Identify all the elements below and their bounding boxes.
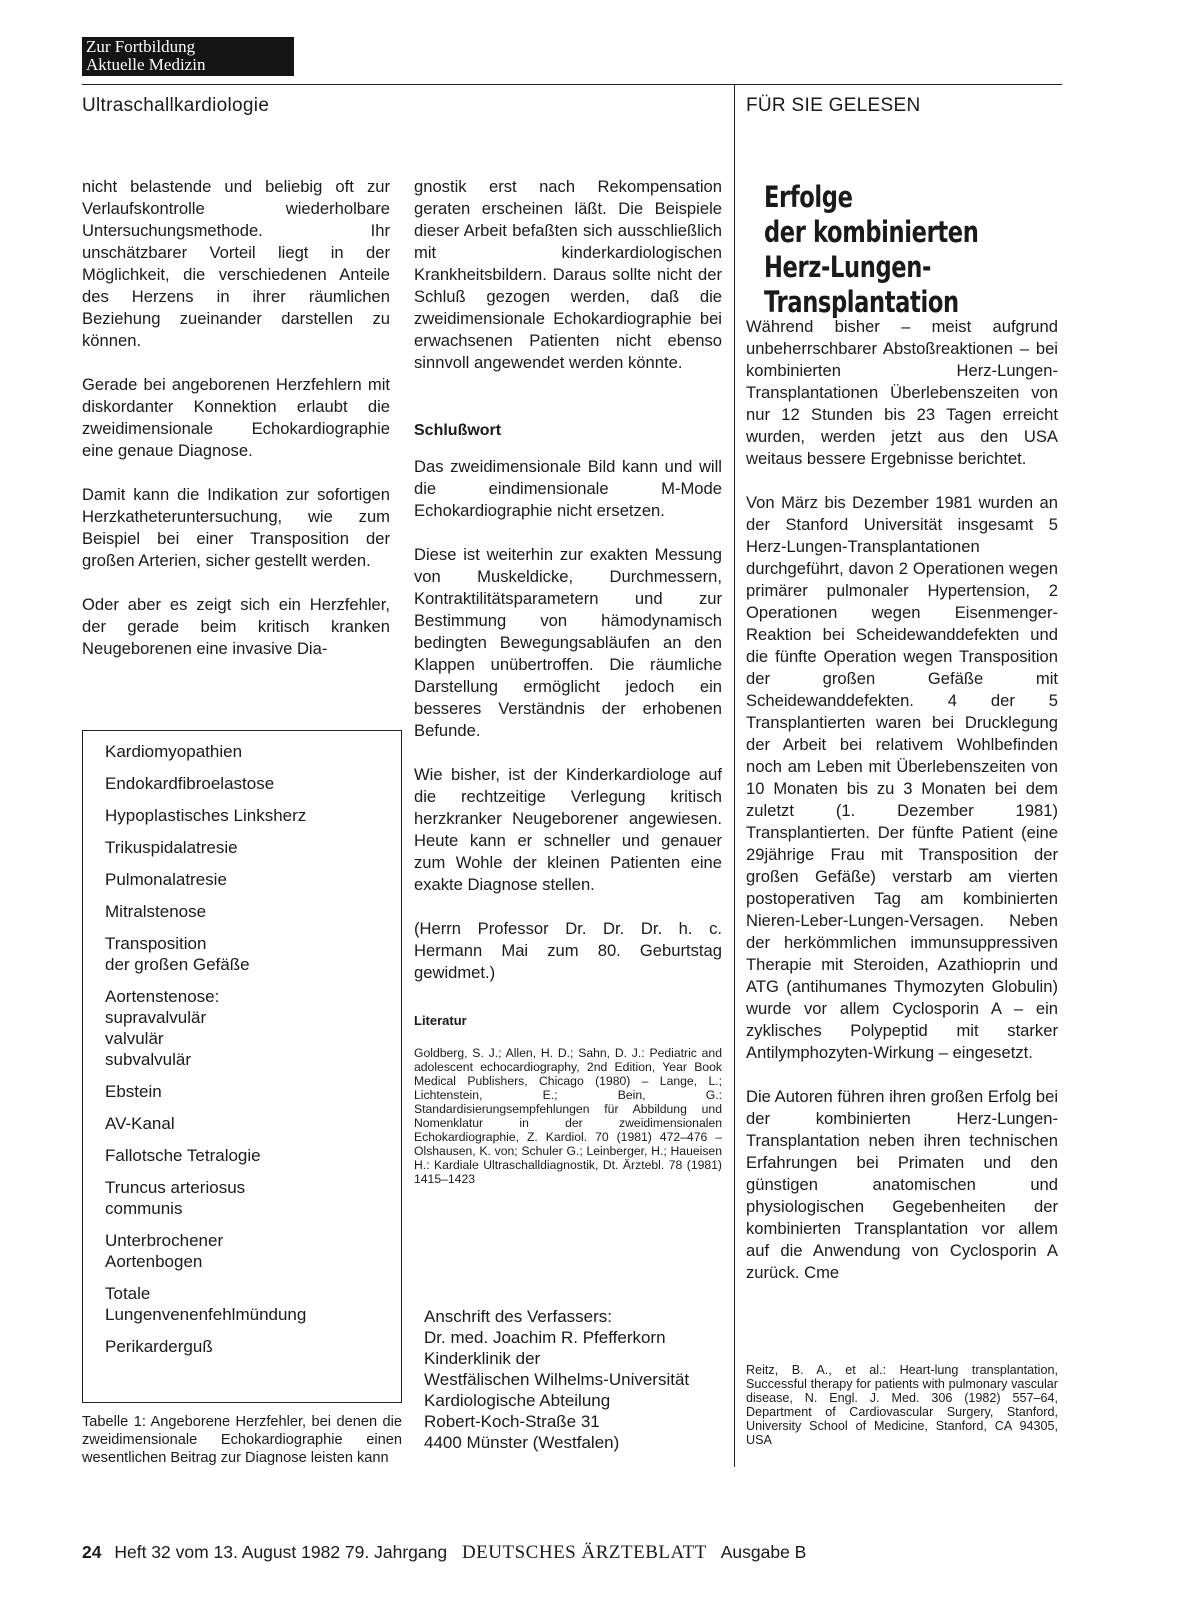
literature-heading: Literatur [414, 1013, 467, 1028]
reference-text: Reitz, B. A., et al.: Heart-lung transplantation, Successful therapy for patients with pulmonary vascular disease, N. Engl. J. Med. 306 (1982) 557–64, Department of Cardiovascular Surgery, Stanford, University School of Medicine, Stanford, CA 94305, USA [746, 1363, 1058, 1447]
list-item: Trikuspidalatresie [105, 838, 238, 857]
tag-line-2: Aktuelle Medizin [86, 55, 206, 74]
address-line: Westfälischen Wilhelms-Universität [424, 1370, 690, 1389]
paragraph: Von März bis Dezember 1981 wurden an der Stanford Universität insgesamt 5 Herz-Lungen-Transplantationen durchgeführt, davon 2 Operationen wegen primärer pulmonaler Hypertension, 2 Operationen wegen Eisenmenger-Reaktion bei Scheidewanddefekten und die fünfte Operation wegen Transposition der großen Gefäße mit Scheidewanddefekten. 4 der 5 Transplantierten waren bei Drucklegung der Arbeit bei relativem Wohlbefinden noch am Leben mit Überlebenszeiten von 10 Monaten bis zu 3 Monaten bei dem zuletzt (1. Dezember 1981) Transplantierten. Der fünfte Patient (eine 29jährige Frau mit Transposition der großen Gefäße) verstarb am vierten postoperativen Tag am kombinierten Nieren-Leber-Lungen-Versagen. Neben der herkömmlichen immunsuppressiven Therapie mit Steroiden, Azathioprin und ATG (antihumanes Thymozyten Globulin) wurde vor allem Cyclosporin A – ein zyklisches Polypeptid mit starker Antilymphozyten-Wirkung – eingesetzt. [746, 493, 1058, 1062]
article-headline [764, 180, 998, 320]
list-item: Fallotsche Tetralogie [105, 1146, 261, 1165]
headline-line: Herz-Lungen- [764, 250, 931, 284]
list-item: Perikarderguß [105, 1337, 213, 1356]
column-2 [414, 176, 722, 1208]
address-line: Anschrift des Verfassers: [424, 1307, 613, 1326]
list-item: Ebstein [105, 1082, 162, 1101]
headline-line: der kombinierten [764, 215, 979, 249]
address-line: Kardiologische Abteilung [424, 1391, 611, 1410]
journal-name: DEUTSCHES ÄRZTEBLATT [461, 1542, 707, 1563]
literature-text: Goldberg, S. J.; Allen, H. D.; Sahn, D. J.: Pediatric and adolescent echocardiography, 2nd Edition, Year Book Medical Publishers, Chicago (1980) – Lange, L.; Lichtenstein, E.; Bein, G.: Standardisierungsempfehlungen für Abbildung und Nomenklatur in der zweidimensionalen Echokardiographie, Z. Kardiol. 70 (1981) 472–476 – Olshausen, K. von; Schuler G.; Leinberger, H.; Haueisen H.: Kardiale Ultraschalldiagnostik, Dt. Ärztebl. 78 (1981) 1415–1423 [414, 1046, 722, 1186]
paragraph: Das zweidimensionale Bild kann und will die eindimensionale M-Mode Echokardiographie nicht ersetzen. [414, 457, 722, 520]
column-divider [734, 84, 735, 1467]
tag-line-1: Zur Fortbildung [86, 37, 196, 56]
paragraph: Gerade bei angeborenen Herzfehlern mit diskordanter Konnektion erlaubt die zweidimensionale Echokardiographie eine genaue Diagnose. [82, 375, 390, 460]
section-title-left: Ultraschallkardiologie [82, 95, 270, 116]
paragraph: Damit kann die Indikation zur sofortigen Herzkatheteruntersuchung, wie zum Beispiel bei einer Transposition der großen Arterien, sicher gestellt werden. [82, 485, 390, 570]
paragraph: (Herrn Professor Dr. Dr. Dr. h. c. Hermann Mai zum 80. Geburtstag gewidmet.) [414, 919, 722, 982]
address-line: Kinderklinik der [424, 1349, 541, 1368]
paragraph: Wie bisher, ist der Kinderkardiologe auf die rechtzeitige Verlegung kritisch herzkranker Neugeborener angewiesen. Heute kann er schneller und genauer zum Wohle der kleinen Patienten eine exakte Diagnose stellen. [414, 765, 722, 894]
paragraph: gnostik erst nach Rekompensation geraten erscheinen läßt. Die Beispiele dieser Arbeit befaßten sich ausschließlich mit kinderkardiologischen Krankheitsbildern. Daraus sollte nicht der Schluß gezogen werden, daß die zweidimensionale Echokardiographie bei erwachsenen Patienten nicht ebenso sinnvoll angewendet werden könnte. [414, 177, 722, 372]
header-rule [82, 84, 1062, 85]
table-caption: Tabelle 1: Angeborene Herzfehler, bei denen die zweidimensionale Echokardiographie einen wesentlichen Beitrag zur Diagnose leisten kann [82, 1414, 402, 1466]
paragraph: Oder aber es zeigt sich ein Herzfehler, der gerade beim kritisch kranken Neugeborenen eine invasive Dia- [82, 595, 390, 658]
address-line: Robert-Koch-Straße 31 [424, 1412, 600, 1431]
list-item: Unterbrochener Aortenbogen [105, 1231, 224, 1271]
table-box [82, 730, 402, 1403]
headline-line: Erfolge [764, 180, 853, 214]
address-line: Dr. med. Joachim R. Pfefferkorn [424, 1328, 666, 1347]
list-item: Endokardfibroelastose [105, 774, 275, 793]
edition-label: Ausgabe B [720, 1542, 807, 1562]
section-heading: Schlußwort [414, 422, 502, 439]
list-item: Pulmonalatresie [105, 870, 227, 889]
column-3 [746, 316, 1058, 1298]
author-address [424, 1306, 689, 1453]
section-title-right: FÜR SIE GELESEN [746, 95, 921, 116]
list-item: Hypoplastisches Linksherz [105, 806, 307, 825]
list-item: Aortenstenose: supravalvulär valvulär subvalvulär [105, 987, 220, 1069]
paragraph: nicht belastende und beliebig oft zur Verlaufskontrolle wiederholbare Untersuchungsmethode. Ihr unschätzbarer Vorteil liegt in der Möglichkeit, die verschiedenen Anteile des Herzens in ihrer räumlichen Beziehung zueinander darstellen zu können. [82, 177, 390, 350]
list-item: Transposition der großen Gefäße [105, 934, 250, 974]
section-tag [82, 37, 294, 76]
page-number: 24 [82, 1542, 102, 1562]
list-item: Totale Lungenvenenfehlmündung [105, 1284, 307, 1324]
paragraph: Diese ist weiterhin zur exakten Messung von Muskeldicke, Durchmessern, Kontraktilitätsparametern und zur Bestimmung von hämodynamisch bedingten Bewegungsabläufen an den Klappen unübertroffen. Die räumliche Darstellung ermöglicht jedoch ein besseres Verständnis der erhobenen Befunde. [414, 545, 722, 740]
column-1 [82, 176, 390, 682]
address-line: 4400 Münster (Westfalen) [424, 1433, 620, 1452]
issue-info: Heft 32 vom 13. August 1982 79. Jahrgang [114, 1542, 448, 1562]
headline-line: Transplantation [764, 285, 959, 319]
paragraph: Die Autoren führen ihren großen Erfolg bei der kombinierten Herz-Lungen-Transplantation neben ihren technischen Erfahrungen bei Primaten und den günstigen anatomischen und physiologischen Gegebenheiten der kombinierten Transplantation vor allem auf die Anwendung von Cyclosporin A zurück. Cme [746, 1087, 1058, 1282]
paragraph: Während bisher – meist aufgrund unbeherrschbarer Abstoßreaktionen – bei kombinierten Herz-Lungen-Transplantationen Überlebenszeiten von nur 12 Stunden bis 23 Tagen erreicht wurden, werden jetzt aus den USA weitaus bessere Ergebnisse berichtet. [746, 317, 1058, 468]
list-item: AV-Kanal [105, 1114, 175, 1133]
congenital-defects-list [105, 741, 383, 1357]
list-item: Truncus arteriosus communis [105, 1178, 246, 1218]
list-item: Mitralstenose [105, 902, 207, 921]
list-item: Kardiomyopathien [105, 742, 243, 761]
page-footer [82, 1542, 806, 1564]
